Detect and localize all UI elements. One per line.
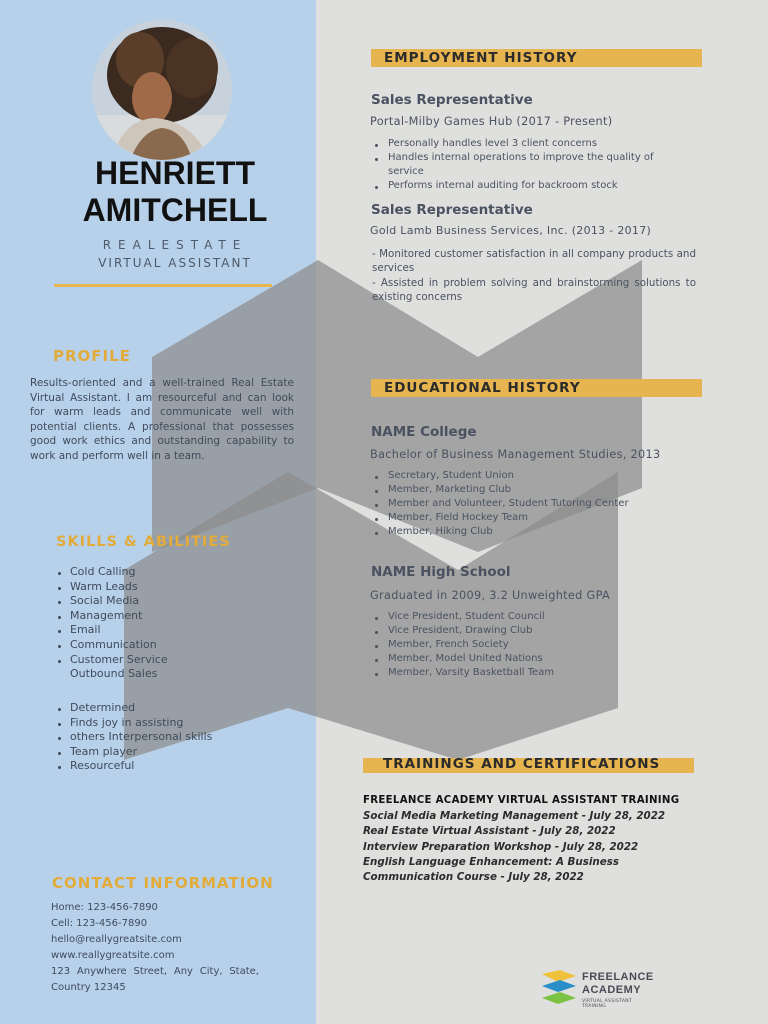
job-detail: - Assisted in problem solving and brainstorming solutions to existing concerns [372, 277, 696, 303]
profile-heading: PROFILE [53, 347, 131, 365]
logo-mark-icon [540, 970, 580, 1008]
school-detail: Bachelor of Business Management Studies, 2013 [370, 448, 661, 461]
profile-photo [92, 20, 232, 160]
training-item: English Language Enhancement: A Business [363, 855, 619, 868]
school-bullet: Member, Hiking Club [374, 525, 692, 539]
school-bullet: Member, Varsity Basketball Team [374, 666, 692, 680]
ability-item: others Interpersonal skills [56, 730, 212, 745]
skill-item: Customer Service [56, 653, 168, 668]
contact-block [51, 900, 259, 996]
job-title: Sales Representative [371, 92, 533, 108]
contact-cell: Cell: 123-456-7890 [51, 918, 148, 929]
contact-address: 123 Anywhere Street, Any City, State, Country 12345 [51, 966, 259, 993]
school-name: NAME High School [371, 564, 511, 580]
job-org: Gold Lamb Business Services, Inc. (2013 - 2017) [370, 224, 652, 237]
school-bullets [374, 610, 692, 680]
logo-tagline: VIRTUAL ASSISTANT TRAINING [582, 999, 632, 1009]
training-item: Interview Preparation Workshop - July 28, 2022 [363, 840, 639, 853]
school-bullet: Member, Marketing Club [374, 483, 692, 497]
ability-item: Team player [56, 745, 212, 760]
contact-website: www.reallygreatsite.com [51, 950, 175, 961]
name-divider [54, 284, 272, 287]
training-item: Social Media Marketing Management - July 28, 2022 [363, 810, 666, 822]
ability-item: Resourceful [56, 759, 212, 774]
school-bullet: Secretary, Student Union [374, 469, 692, 483]
skill-item-continued: Outbound Sales [70, 667, 158, 681]
school-detail: Graduated in 2009, 3.2 Unweighted GPA [370, 589, 610, 602]
first-name: HENRIETT [95, 155, 255, 191]
job-bullet: Performs internal auditing for backroom stock [374, 179, 692, 193]
training-item: Communication Course - July 28, 2022 [363, 871, 584, 884]
job-bullets [374, 137, 692, 193]
school-bullet: Member and Volunteer, Student Tutoring Center [374, 497, 692, 511]
training-list [363, 809, 665, 885]
education-heading: EDUCATIONAL HISTORY [371, 379, 702, 397]
contact-heading: CONTACT INFORMATION [52, 874, 274, 892]
role-line-2: VIRTUAL ASSISTANT [98, 256, 252, 270]
training-program: FREELANCE ACADEMY VIRTUAL ASSISTANT TRAINING [363, 795, 680, 806]
school-bullet: Vice President, Student Council [374, 610, 692, 624]
contact-email: hello@reallygreatsite.com [51, 934, 182, 945]
trainings-heading: TRAININGS AND CERTIFICATIONS [363, 758, 694, 773]
skills-heading: SKILLS & ABILITIES [56, 534, 231, 550]
school-bullet: Member, Model United Nations [374, 652, 692, 666]
school-name: NAME College [371, 424, 477, 440]
job-detail: - Monitored customer satisfaction in all company products and services [372, 248, 696, 274]
profile-text: Results-oriented and a well-trained Real Estate Virtual Assistant. I am resourceful and can look for warm leads and communicate well with potential clients. A professional that possesses good work ethics and outstanding capability to work and perform well in a team. [30, 377, 294, 462]
skill-item: Warm Leads [56, 580, 168, 595]
last-name: AMITCHELL [82, 192, 268, 228]
freelance-academy-logo [540, 970, 654, 1010]
logo-line-2: ACADEMY [582, 984, 642, 996]
ability-item: Finds joy in assisting [56, 716, 212, 731]
contact-home: Home: 123-456-7890 [51, 902, 158, 913]
ability-item: Determined [56, 701, 212, 716]
job-bullet: Handles internal operations to improve the quality of service [374, 151, 692, 179]
skill-item: Cold Calling [56, 565, 168, 580]
school-bullet: Member, Field Hockey Team [374, 511, 692, 525]
skills-list [56, 565, 168, 682]
skill-item: Communication [56, 638, 168, 653]
job-org: Portal-Milby Games Hub (2017 - Present) [370, 115, 613, 128]
skill-item: Email [56, 623, 168, 638]
abilities-list [56, 701, 212, 774]
school-bullets [374, 469, 692, 539]
logo-line-1: FREELANCE [582, 971, 654, 983]
skill-item: Social Media [56, 594, 168, 609]
school-bullet: Vice President, Drawing Club [374, 624, 692, 638]
job-bullet: Personally handles level 3 client concerns [374, 137, 692, 151]
employment-heading: EMPLOYMENT HISTORY [371, 49, 702, 67]
school-bullet: Member, French Society [374, 638, 692, 652]
skill-item: Management [56, 609, 168, 624]
training-item: Real Estate Virtual Assistant - July 28, 2022 [363, 825, 616, 838]
job-title: Sales Representative [371, 202, 533, 218]
role-line-1: REALESTATE [102, 238, 248, 252]
